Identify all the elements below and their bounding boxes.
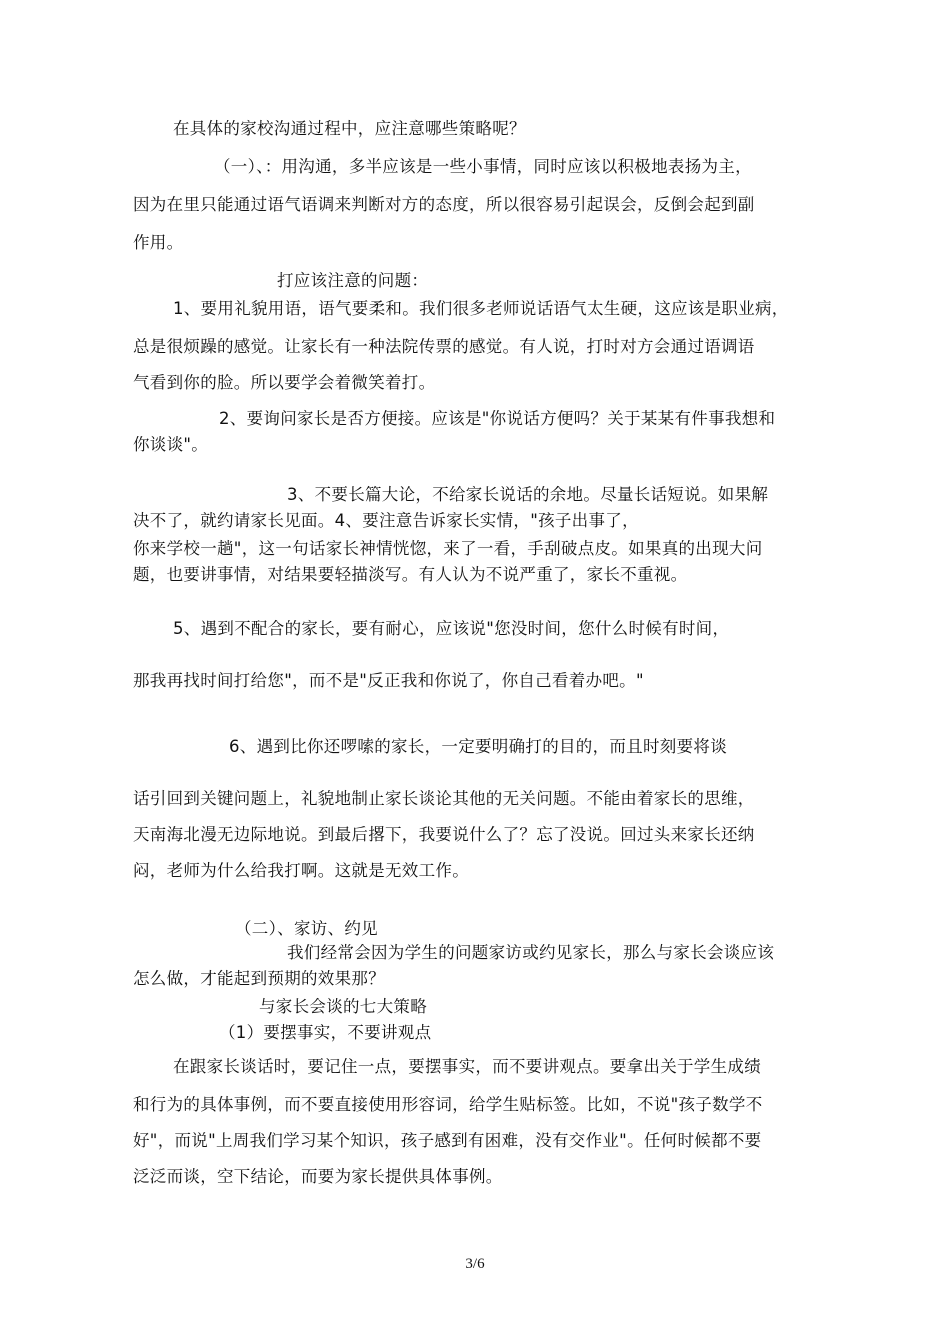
paragraph-line: 5、遇到不配合的家长，要有耐心，应该说"您没时间，您什么时候有时间， <box>173 619 730 638</box>
strategy-heading-1: （1）要摆事实，不要讲观点 <box>219 1023 432 1042</box>
paragraph-line: 总是很烦躁的感觉。让家长有一种法院传票的感觉。有人说，打时对方会通过语调语 <box>133 337 755 356</box>
paragraph-line: 3、不要长篇大论，不给家长说话的余地。尽量长话短说。如果解 <box>287 485 769 504</box>
paragraph-line: 怎么做，才能起到预期的效果那？ <box>133 969 385 988</box>
paragraph-line: 气看到你的脸。所以要学会着微笑着打。 <box>133 373 436 392</box>
paragraph-line: 和行为的具体事例，而不要直接使用形容词，给学生贴标签。比如，不说"孩子数学不 <box>133 1095 763 1114</box>
paragraph-line: 决不了，就约请家长见面。4、要注意告诉家长实情，"孩子出事了， <box>133 511 639 530</box>
paragraph-line: 在跟家长谈话时，要记住一点，要摆事实，而不要讲观点。要拿出关于学生成绩 <box>173 1057 761 1076</box>
subheading-phone-issues: 打应该注意的问题： <box>277 271 429 290</box>
section-two-heading: （二）、家访、约见 <box>235 919 378 938</box>
paragraph-line: 泛泛而谈，空下结论，而要为家长提供具体事例。 <box>133 1167 503 1186</box>
paragraph-line: 我们经常会因为学生的问题家访或约见家长，那么与家长会谈应该 <box>287 943 775 962</box>
paragraph-line: 话引回到关键问题上，礼貌地制止家长谈论其他的无关问题。不能由着家长的思维， <box>133 789 755 808</box>
paragraph-line: 你谈谈"。 <box>133 435 209 454</box>
paragraph-line: 题，也要讲事情，对结果要轻描淡写。有人认为不说严重了，家长不重视。 <box>133 565 688 584</box>
paragraph-line: 6、遇到比你还啰嗦的家长，一定要明确打的目的，而且时刻要将谈 <box>229 737 727 756</box>
section-one-heading-line: （一）、：用沟通，多半应该是一些小事情，同时应该以积极地表扬为主， <box>214 157 752 176</box>
paragraph-line: 作用。 <box>133 233 184 252</box>
paragraph-line: 天南海北漫无边际地说。到最后撂下，我要说什么了？忘了没说。回过头来家长还纳 <box>133 825 755 844</box>
paragraph-line: 2、要询问家长是否方便接。应该是"你说话方便吗？关于某某有件事我想和 <box>219 409 776 428</box>
page-number: 3/6 <box>465 1256 485 1272</box>
paragraph-line: 好"，而说"上周我们学习某个知识，孩子感到有困难，没有交作业"。任何时候都不要 <box>133 1131 762 1150</box>
paragraph-line: 1、要用礼貌用语，语气要柔和。我们很多老师说话语气太生硬，这应该是职业病， <box>173 299 789 318</box>
paragraph-line: 因为在里只能通过语气语调来判断对方的态度，所以很容易引起误会，反倒会起到副 <box>133 195 755 214</box>
paragraph-line: 你来学校一趟"，这一句话家长神情恍惚，来了一看，手刮破点皮。如果真的出现大问 <box>133 539 763 558</box>
paragraph-line: 闷，老师为什么给我打啊。这就是无效工作。 <box>133 861 469 880</box>
subheading-seven-strategies: 与家长会谈的七大策略 <box>259 997 427 1016</box>
intro-question: 在具体的家校沟通过程中，应注意哪些策略呢？ <box>173 119 526 138</box>
paragraph-line: 那我再找时间打给您"，而不是"反正我和你说了，你自己看着办吧。" <box>133 671 644 690</box>
